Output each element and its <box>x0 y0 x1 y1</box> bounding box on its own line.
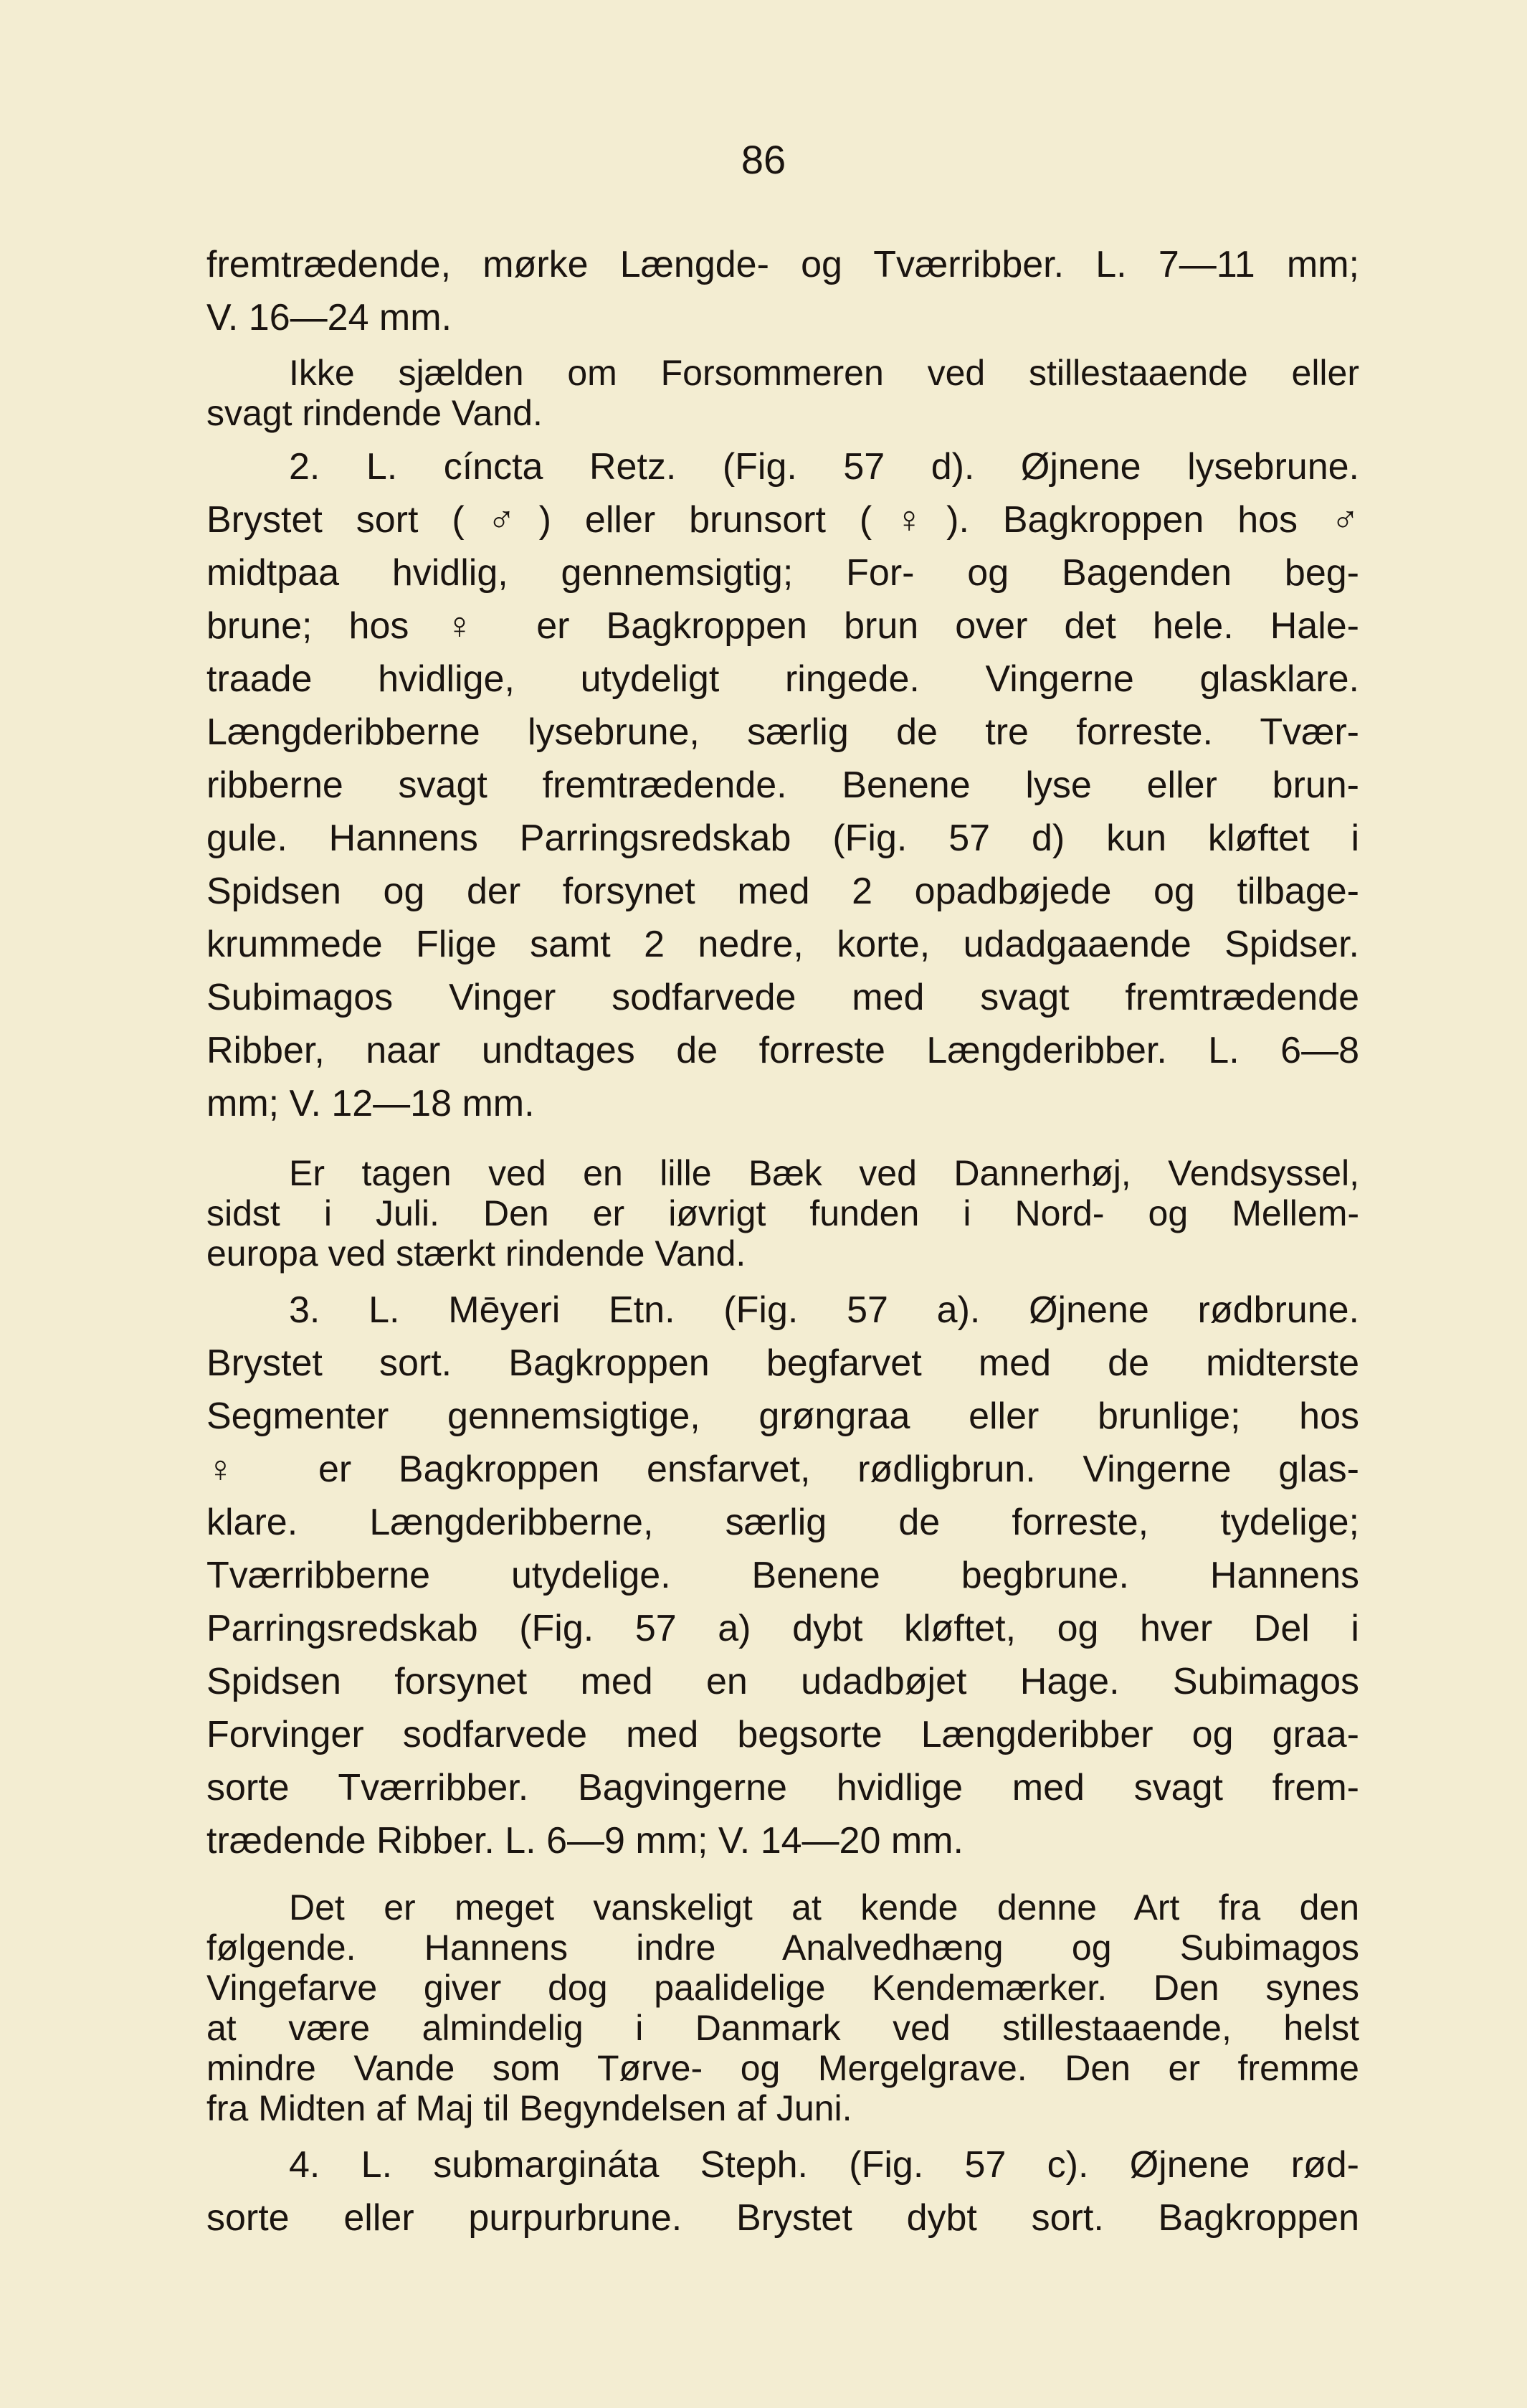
text-line: Forvinger sodfarvede med begsorte Længderibber og graa- <box>206 1714 1359 1755</box>
body-text <box>206 238 1359 344</box>
text-line: følgende. Hannens indre Analvedhæng og Subimagos <box>206 1928 1359 1968</box>
text-line: Parringsredskab (Fig. 57 a) dybt kløftet, og hver Del i <box>206 1608 1359 1649</box>
text-line: mindre Vande som Tørve- og Mergelgrave. Den er fremme <box>206 2048 1359 2088</box>
text-line: Ribber, naar undtages de forreste Længderibber. L. 6—8 <box>206 1030 1359 1071</box>
page-number: 86 <box>741 137 786 182</box>
text-line: sidst i Juli. Den er iøvrigt funden i Nord- og Mellem- <box>206 1193 1359 1233</box>
text-line: V. 16—24 mm. <box>206 297 452 338</box>
text-line: Det er meget vanskeligt at kende denne Art fra den <box>289 1887 1359 1928</box>
text-line: Subimagos Vinger sodfarvede med svagt fremtrædende <box>206 977 1359 1018</box>
species-entry-submarginata <box>206 2138 1359 2245</box>
paragraph-distinction <box>206 1887 1359 2128</box>
text-line: trædende Ribber. L. 6—9 mm; V. 14—20 mm. <box>206 1820 964 1862</box>
text-line: traade hvidlige, utydeligt ringede. Vingerne glasklare. <box>206 658 1359 700</box>
text-line: klare. Længderibberne, særlig de forreste, tydelige; <box>206 1502 1359 1543</box>
paragraph-habitat-1 <box>206 353 1359 433</box>
text-line: Spidsen og der forsynet med 2 opadbøjede og tilbage- <box>206 871 1359 912</box>
paragraph-habitat-2 <box>206 1153 1359 1274</box>
text-line: Spidsen forsynet med en udadbøjet Hage. Subimagos <box>206 1661 1359 1702</box>
text-line: 3. L. Mēyeri Etn. (Fig. 57 a). Øjnene rødbrune. <box>289 1289 1359 1331</box>
text-line: Vingefarve giver dog paalidelige Kendemærker. Den synes <box>206 1968 1359 2008</box>
text-line: brune; hos ♀ er Bagkroppen brun over det hele. Hale- <box>206 605 1359 647</box>
text-line: at være almindelig i Danmark ved stillestaaende, helst <box>206 2008 1359 2048</box>
text-line: sorte Tværribber. Bagvingerne hvidlige med svagt frem- <box>206 1767 1359 1809</box>
text-line: gule. Hannens Parringsredskab (Fig. 57 d) kun kløftet i <box>206 817 1359 859</box>
text-line: fremtrædende, mørke Længde- og Tværribber. L. 7—11 mm; <box>206 244 1359 285</box>
text-line: krummede Flige samt 2 nedre, korte, udadgaaende Spidser. <box>206 924 1359 965</box>
species-entry-meyeri <box>206 1284 1359 1867</box>
text-line: midtpaa hvidlig, gennemsigtig; For- og Bagenden beg- <box>206 552 1359 594</box>
text-line: Længderibberne lysebrune, særlig de tre forreste. Tvær- <box>206 711 1359 753</box>
text-line: Ikke sjælden om Forsommeren ved stillestaaende eller <box>289 353 1359 393</box>
text-line: Brystet sort. Bagkroppen begfarvet med de midterste <box>206 1342 1359 1384</box>
text-line: europa ved stærkt rindende Vand. <box>206 1233 746 1274</box>
text-line: 2. L. cíncta Retz. (Fig. 57 d). Øjnene lysebrune. <box>289 446 1359 488</box>
text-line: Tværribberne utydelige. Benene begbrune. Hannens <box>206 1555 1359 1596</box>
text-line: fra Midten af Maj til Begyndelsen af Juni. <box>206 2088 852 2128</box>
text-line: ribberne svagt fremtrædende. Benene lyse eller brun- <box>206 764 1359 806</box>
text-line: Brystet sort (♂) eller brunsort (♀). Bagkroppen hos ♂ <box>206 499 1359 541</box>
text-line: sorte eller purpurbrune. Brystet dybt sort. Bagkroppen <box>206 2197 1359 2239</box>
text-line: Er tagen ved en lille Bæk ved Dannerhøj, Vendsyssel, <box>289 1153 1359 1193</box>
text-line: ♀ er Bagkroppen ensfarvet, rødligbrun. Vingerne glas- <box>206 1449 1359 1490</box>
text-line: 4. L. submargináta Steph. (Fig. 57 c). Øjnene rød- <box>289 2144 1359 2186</box>
species-entry-cincta <box>206 440 1359 1130</box>
text-line: mm; V. 12—18 mm. <box>206 1083 535 1124</box>
text-line: svagt rindende Vand. <box>206 393 543 433</box>
text-line: Segmenter gennemsigtige, grøngraa eller brunlige; hos <box>206 1395 1359 1437</box>
